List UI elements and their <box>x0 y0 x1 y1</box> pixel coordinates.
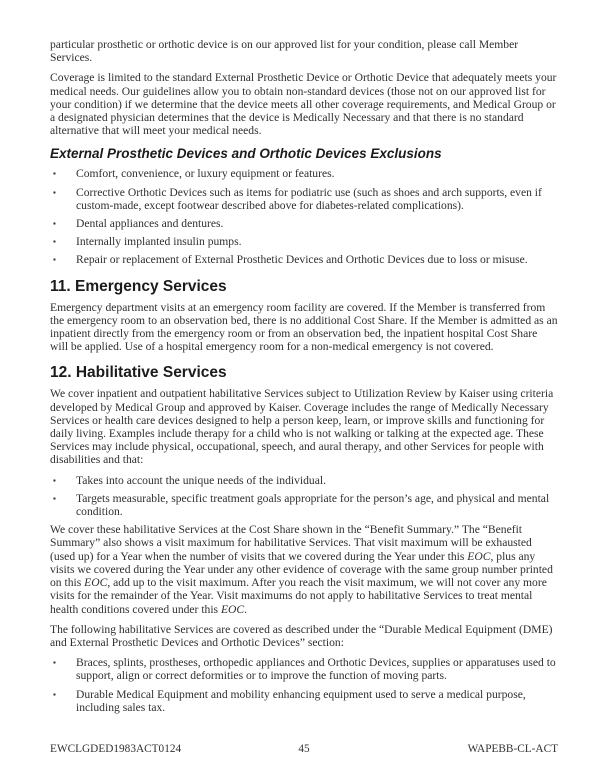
list-item-text: Takes into account the unique needs of the individual. <box>76 473 326 487</box>
bullet-icon: ▪ <box>53 219 56 229</box>
footer-plan-code: WAPEBB-CL-ACT <box>467 742 558 755</box>
page-footer <box>50 743 558 756</box>
list-item <box>50 492 558 518</box>
bullet-icon: ▪ <box>53 658 56 668</box>
list-item <box>50 235 558 248</box>
heading-emergency-services: 11. Emergency Services <box>50 277 227 295</box>
heading-habilitative-services: 12. Habilitative Services <box>50 364 227 382</box>
bullet-icon: ▪ <box>53 475 56 485</box>
bullet-icon: ▪ <box>53 169 56 179</box>
list-item-text: Braces, splints, prostheses, orthopedic appliances and Orthotic Devices, supplies or apparatuses used to support, align or correct deformities or to improve the function of moving parts. <box>76 656 556 683</box>
heading-exclusions: External Prosthetic Devices and Orthotic Devices Exclusions <box>50 146 442 162</box>
bullet-icon: ▪ <box>53 255 56 265</box>
paragraph-habilitative-intro: We cover inpatient and outpatient habilitative Services subject to Utilization Review by Kaiser using criteria developed by Medical Group and approved by Kaiser. Coverage includes the range of Medically Necessary Services or health care devices designed to help a person keep, learn, or improve skills and functioning for daily living. Examples include therapy for a child who is not walking or talking at the expected age. These Services may include physical, occupational, speech, and aural therapy, and other Services for people with disabilities and that: <box>50 387 554 467</box>
paragraph-member-services: particular prosthetic or orthotic device is on our approved list for your condition, please call Member Services. <box>50 38 519 65</box>
paragraph-emergency: Emergency department visits at an emergency room facility are covered. If the Member is transferred from the emergency room to an observation bed, there is no additional Cost Share. If the Member is admitted as an inpatient directly from the emergency room or from an observation bed, the inpatient hospital Cost Share will be applied. Use of a hospital emergency room for a non-medical emergency is not covered. <box>50 300 558 354</box>
list-item <box>50 253 558 266</box>
list-item <box>50 186 558 212</box>
list-item <box>50 474 558 487</box>
list-item <box>50 688 558 714</box>
footer-document-code: EWCLGDED1983ACT0124 <box>50 742 182 755</box>
bullet-icon: ▪ <box>53 237 56 247</box>
list-item-text: Corrective Orthotic Devices such as items for podiatric use (such as shoes and arch supports, even if custom-made, except footwear described above for diabetes-related complications). <box>76 185 542 212</box>
list-item-text: Internally implanted insulin pumps. <box>76 235 242 249</box>
dme-list <box>50 656 558 714</box>
list-item-text: Targets measurable, specific treatment goals appropriate for the person’s age, and physical and mental condition. <box>76 491 550 519</box>
list-item-text: Dental appliances and dentures. <box>76 217 224 231</box>
bullet-icon: ▪ <box>53 689 56 699</box>
paragraph-cost-share: We cover these habilitative Services at the Cost Share shown in the “Benefit Summary.” The “Benefit Summary” also shows a visit maximum for habilitative Services. That visit maximum will be exhausted (used up) for a Year when the number of visits that we covered during the Year under this EOC, plus any visits we covered during the Year under any other evidence of coverage with the same group number printed on this EOC, add up to the visit maximum. After you reach the visit maximum, we will not cover any more visits for the remainder of the Year. Visit maximums do not apply to habilitative Services to treat mental health conditions covered under this EOC. <box>50 523 553 616</box>
paragraph-coverage-limited: Coverage is limited to the standard External Prosthetic Device or Orthotic Device that adequately meets your medical needs. Our guidelines allow you to obtain non-standard devices (those not on our approved list for your condition) if we determine that the device meets all other coverage requirements, and Medical Group or a designated physician determines that the device is Medically Necessary and that there is no standard alternative that will meet your medical needs. <box>50 71 557 138</box>
paragraph-dme-intro: The following habilitative Services are covered as described under the “Durable Medical Equipment (DME) and External Prosthetic Devices and Orthotic Devices” section: <box>50 622 553 649</box>
bullet-icon: ▪ <box>53 493 56 503</box>
list-item <box>50 217 558 230</box>
list-item <box>50 167 558 180</box>
exclusions-list <box>50 167 558 266</box>
footer-page-number: 45 <box>298 742 310 755</box>
list-item <box>50 656 558 682</box>
list-item-text: Comfort, convenience, or luxury equipment or features. <box>76 167 335 181</box>
list-item-text: Durable Medical Equipment and mobility enhancing equipment used to serve a medical purpose, including sales tax. <box>76 687 526 714</box>
bullet-icon: ▪ <box>53 187 56 197</box>
list-item-text: Repair or replacement of External Prosthetic Devices and Orthotic Devices due to loss or misuse. <box>76 253 528 267</box>
habilitative-criteria-list <box>50 474 558 519</box>
